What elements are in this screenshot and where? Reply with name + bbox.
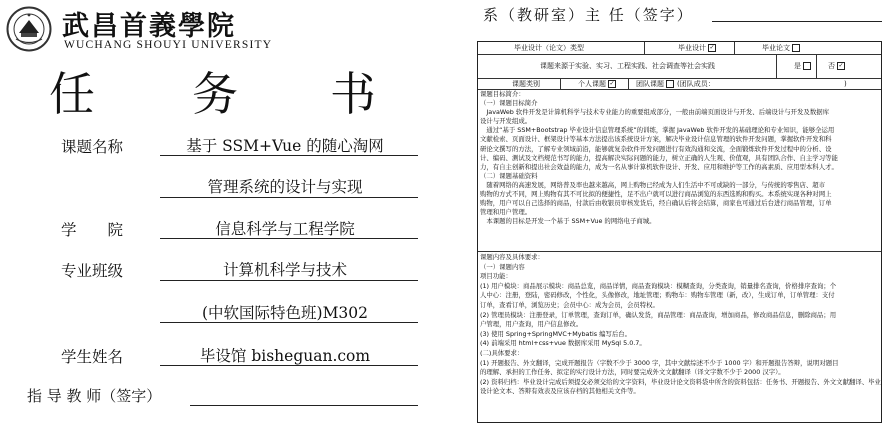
content-line: 课题内容及具体要求： <box>480 253 544 261</box>
content-line: (二)具体要求： <box>480 348 524 357</box>
goal-line: JavaWeb 软件开发是计算机科学与技术专业能力的重要组成部分，一般由前端页面设计与开发、后端设计与开发及数据库 <box>480 108 829 117</box>
goal-line: （二）课题基础资料 <box>480 171 538 180</box>
advisor-label: 指 导 教 师（签字） <box>27 387 162 405</box>
category-personal-label: 个人课题 <box>578 79 606 88</box>
goal-line: 通过“基于 SSM+Bootstrap 毕业设计信息管理系统”的训练，掌握 JavaWeb 软件开发的基础理论和专业知识，能够全运用 <box>480 126 835 135</box>
content-line: 设计论文本、答辩有效表及应该存档的其他相关文件等。 <box>480 387 640 396</box>
content-line: 人中心：注册，登陆，密码修改，个性化，头像修改，地址管理；购物车：购物车管理（新，改），生成订单，订单管理：支付 <box>480 291 835 300</box>
content-line: 的理解、承担的工作任务、拟定的实行设计方法，同时要完成外文文献翻译（译文字数不少于 2000 汉字）。 <box>480 368 785 377</box>
director-signature-label: 系（教研室）主 任（签字） <box>483 6 694 24</box>
type-thesis-label: 毕业论文 <box>762 44 790 52</box>
goal-line: 力，有自主创新和提出社会效益的能力，成为一名从事计算机软件设计、开发、应用和维护等工作的高素质、应用型本科人才。 <box>480 162 838 171</box>
major-label: 专业班级 <box>61 262 124 280</box>
type-thesis-option <box>762 42 800 54</box>
content-line: (1) 开题报告、外文翻译，完成开题报告（字数不少于 3000 字，其中文献综述不少于 1000 字）和开题报告答辩，说明对题目 <box>480 358 839 367</box>
goal-line: 随着网络的高速发展，网络普及率也越来越高，网上购物已经成为人们生活中不可或缺的一部分，与传统的零售店、超市 <box>480 180 826 189</box>
topic-label: 课题名称 <box>61 138 124 156</box>
source-yes-checkbox[interactable] <box>803 62 811 70</box>
goal-line: 管理和用户管理。 <box>480 208 532 217</box>
college-label: 学 院 <box>61 221 124 239</box>
college-underline <box>160 238 418 239</box>
category-personal-option <box>578 78 616 89</box>
student-value: 毕设馆 bisheguan.com <box>199 347 371 365</box>
goal-line: 设计与开发组成。 <box>480 117 532 126</box>
goal-line: 课题目标简介： <box>480 90 525 98</box>
content-line: 户管理，用户查询，用户信息修改。 <box>480 320 583 329</box>
type-design-checkbox[interactable]: ✓ <box>709 44 715 51</box>
team-members-label: (团队成员： <box>677 79 715 88</box>
major-underline-1 <box>160 280 418 281</box>
title-char-1: 任 <box>49 67 95 121</box>
major-value-line2: (中软国际特色班)M302 <box>201 304 369 322</box>
content-line: (1) 用户模块：商品展示模块：商品总览，商品详情，商品查询模块：模糊查询，分类查询，销量排名查询，价格排序查询；个 <box>480 281 837 290</box>
director-signature-line <box>712 21 882 22</box>
goal-line: 研论文撰写的方法，了解专业领域前沿，能够就复杂软件开发问题进行有效沟通和交流，全面锻炼软件开发过程中的分析、设 <box>480 144 832 153</box>
title-char-3: 书 <box>330 67 376 121</box>
source-yes-option <box>794 54 811 78</box>
form-row-source <box>478 54 881 79</box>
task-form <box>477 41 882 423</box>
university-name-en: WUCHANG SHOUYI UNIVERSITY <box>64 39 273 51</box>
category-team-option <box>636 78 715 89</box>
category-team-checkbox[interactable] <box>666 80 674 88</box>
content-line: (3) 使用 Spring+SpringMVC+Mybatis 编写后台。 <box>480 329 632 338</box>
source-no-label: 否 <box>828 62 835 70</box>
advisor-signature-line <box>190 405 418 406</box>
title-char-2: 务 <box>192 67 238 121</box>
content-line: (2) 管理员模块：注册登录，订单管理，查询订单，确认发货，商品管理：商品查询，增加商品，修改商品信息，删除商品；用 <box>480 310 837 319</box>
university-seal-icon <box>6 6 52 52</box>
goal-line: 购物的方式不同，网上购物有其不可比拟的便捷性，足不出户就可以进行商品浏览的东西选购和购买。本系统实现各种对网上 <box>480 190 832 199</box>
goal-line: 计、编码、测试及文档规范书写的能力，提高解决实际问题的能力，树立正确的人生观、价值观，具有团队合作、自主学习等能 <box>480 153 838 162</box>
content-line: 项目功能： <box>480 272 512 281</box>
student-underline <box>160 365 418 366</box>
topic-value-line1: 基于 SSM+Vue 的随心淘网 <box>186 137 384 155</box>
content-line: （一）课题内容 <box>480 262 525 271</box>
team-members-close: ) <box>844 79 847 88</box>
student-label: 学生姓名 <box>61 348 124 366</box>
goal-line: 文献检索、页面设计、框架设计等基本方法提出该系统设计方案，解决毕业设计信息管理的软件开发问题，掌握软件开发和科 <box>480 135 832 144</box>
source-no-option <box>828 54 845 78</box>
source-no-checkbox[interactable]: ✓ <box>838 62 844 69</box>
category-team-label: 团队课题 <box>636 79 664 88</box>
content-text <box>480 253 879 397</box>
content-line: (4) 前端采用 html+css+vue 数据库采用 MySql 5.0.7。 <box>480 339 646 348</box>
major-underline-2 <box>160 322 418 323</box>
type-design-option <box>678 42 716 54</box>
type-thesis-checkbox[interactable] <box>792 44 800 52</box>
goal-line: （一）课题目标简介 <box>480 99 538 108</box>
type-design-label: 毕业设计 <box>678 44 706 52</box>
topic-underline-1 <box>160 155 418 156</box>
goal-text <box>480 90 879 226</box>
goal-section <box>478 89 881 252</box>
content-line: (2) 资料归档：毕业设计完成后须提交必须交给的文字资料，毕业设计论文资料袋中所含的资料包括：任务书、开题报告、外文文献翻译、毕业 <box>480 377 881 386</box>
source-yes-label: 是 <box>794 62 801 70</box>
content-section <box>478 251 881 422</box>
goal-line: 购物，用户可以自己选择的商品，付款后由收银员审核发货后，经自确认后将会结算，商家也可通过后台进行商品管理，订单 <box>480 199 832 208</box>
major-value-line1: 计算机科学与技术 <box>222 261 347 279</box>
category-personal-checkbox[interactable]: ✓ <box>609 79 615 87</box>
college-value: 信息科学与工程学院 <box>215 220 355 238</box>
topic-value-line2: 管理系统的设计与实现 <box>207 178 363 196</box>
type-label: 毕业设计（论文）类型 <box>514 44 584 52</box>
topic-underline-2 <box>160 197 418 198</box>
university-name-cn: 武昌首義學院 <box>62 11 236 42</box>
category-label: 课题类别 <box>512 79 540 88</box>
source-label: 课题来源于实验、实习、工程实践、社会调查等社会实践 <box>540 62 715 70</box>
content-line: 订单，查看订单，浏览历史；会员中心：成为会员，会员特权。 <box>480 300 659 309</box>
goal-line: 本课题的目标是开发一个基于 SSM+Vue 的网络电子商城。 <box>480 217 656 226</box>
